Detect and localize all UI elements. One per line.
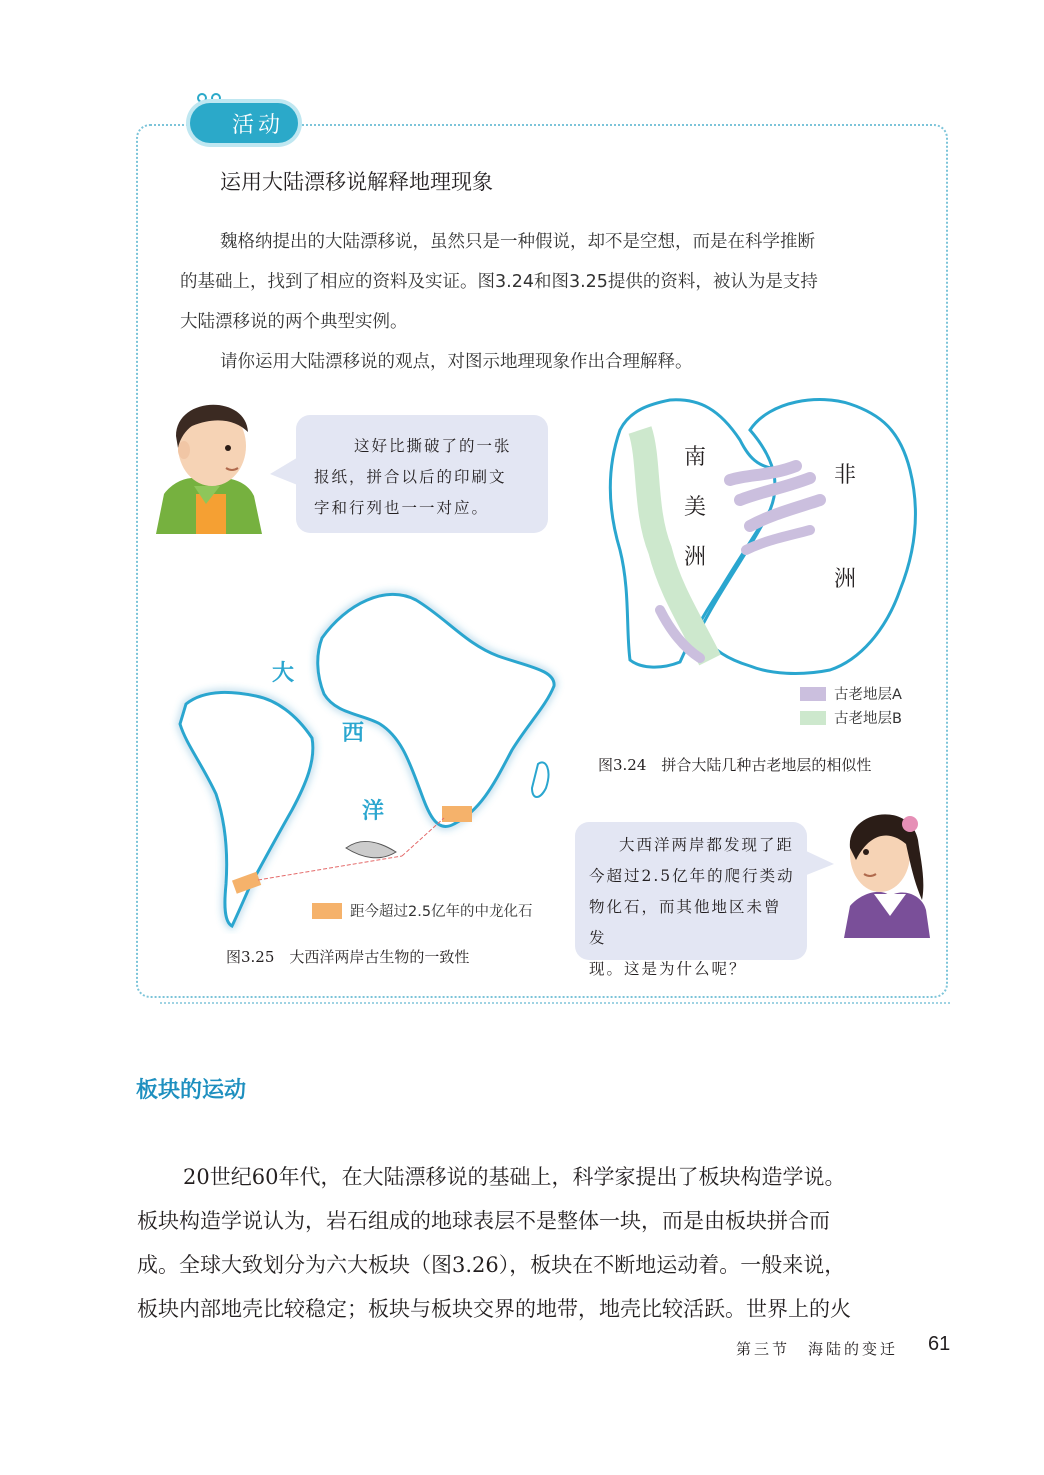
legend-label-b: 古老地层B (834, 711, 902, 727)
legend-swatch-a (800, 687, 826, 701)
girl-bubble-line: 大西洋两岸都发现了距 (619, 836, 795, 854)
activity-title: 运用大陆漂移说解释地理现象 (220, 170, 493, 194)
girl-illustration (830, 790, 935, 938)
activity-box-border (160, 1002, 950, 1004)
boy-bubble-line: 字和行列也一一对应。 (314, 499, 490, 517)
boy-illustration (146, 386, 266, 534)
legend-item-a (800, 683, 902, 704)
activity-badge (190, 103, 298, 143)
legend-item-b (800, 707, 902, 728)
legend-label-a: 古老地层A (834, 687, 902, 703)
figure-3-25-map (166, 574, 566, 934)
body-line-1: 20世纪60年代，在大陆漂移说的基础上，科学家提出了板块构造学说。 (183, 1165, 846, 1189)
body-line-2: 板块构造学说认为，岩石组成的地球表层不是整体一块，而是由板块拼合而 (137, 1209, 830, 1233)
label-south-america-1: 南 (684, 445, 707, 470)
paragraph-line-1: 魏格纳提出的大陆漂移说，虽然只是一种假说，却不是空想，而是在科学推断 (220, 232, 815, 252)
label-ocean-3: 洋 (362, 798, 385, 824)
boy-bubble-tail (270, 452, 300, 492)
body-line-3: 成。全球大致划分为六大板块（图3.26），板块在不断地运动着。一般来说， (137, 1253, 846, 1277)
footer-section-title: 第三节 海陆的变迁 (736, 1340, 899, 1358)
figure-3-25-caption: 图3.25 大西洋两岸古生物的一致性 (226, 948, 470, 966)
paragraph-line-2: 的基础上，找到了相应的资料及实证。图3.24和图3.25提供的资料，被认为是支持 (180, 272, 818, 292)
label-south-america-3: 洲 (684, 545, 707, 570)
girl-bubble-line: 现。这是为什么呢？ (589, 960, 747, 978)
figure-3-24-map (600, 390, 930, 690)
label-ocean-2: 西 (342, 720, 365, 746)
section-heading: 板块的运动 (136, 1078, 247, 1103)
label-africa-2: 洲 (834, 567, 857, 592)
boy-bubble-line: 报纸，拼合以后的印刷文 (314, 468, 507, 486)
paragraph-line-3: 大陆漂移说的两个典型实例。 (180, 312, 408, 332)
girl-bubble-line: 今超过2.5亿年的爬行类动 (589, 867, 795, 885)
boy-speech-bubble (296, 415, 548, 533)
label-ocean-1: 大 (272, 660, 295, 686)
figure-3-24-caption: 图3.24 拼合大陆几种古老地层的相似性 (598, 756, 872, 774)
fossil-legend (312, 900, 533, 921)
body-line-4: 板块内部地壳比较稳定；板块与板块交界的地带，地壳比较活跃。世界上的火 (137, 1297, 851, 1321)
fossil-legend-label: 距今超过2.5亿年的中龙化石 (350, 904, 533, 920)
page-number: 61 (928, 1333, 951, 1355)
label-south-america-2: 美 (684, 495, 707, 520)
girl-speech-bubble (575, 822, 807, 978)
boy-bubble-line: 这好比撕破了的一张 (354, 437, 512, 455)
paragraph-question: 请你运用大陆漂移说的观点，对图示地理现象作出合理解释。 (220, 352, 693, 372)
activity-badge-label: 活动 (232, 111, 285, 137)
legend-swatch-b (800, 711, 826, 725)
girl-bubble-line: 物化石，而其他地区未曾发 (589, 898, 782, 947)
fossil-legend-swatch (312, 903, 342, 919)
section-body (137, 1155, 955, 1331)
label-africa-1: 非 (834, 463, 857, 488)
